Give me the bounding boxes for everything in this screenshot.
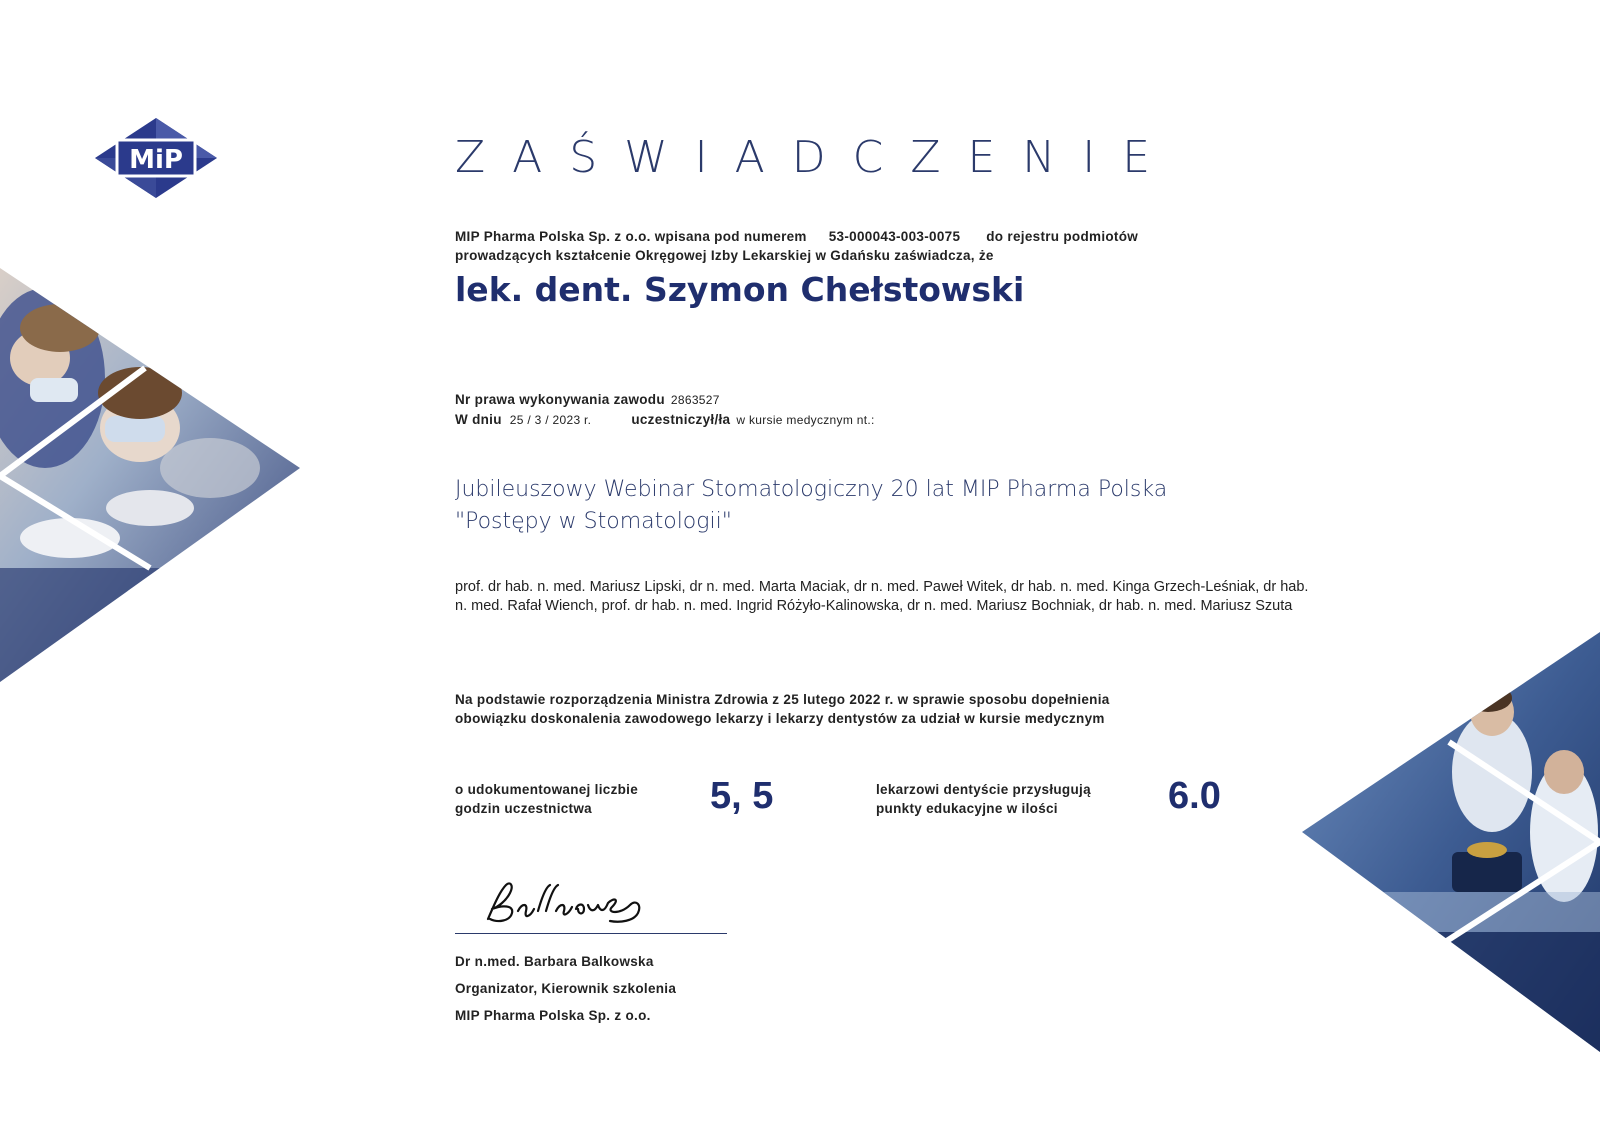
logo-text: MiP [129, 145, 183, 175]
license-label: Nr prawa wykonywania zawodu [455, 392, 665, 407]
signature-line [455, 933, 727, 934]
mip-logo [95, 118, 217, 198]
participant-name: lek. dent. Szymon Chełstowski [455, 270, 1025, 309]
lab-photo-right [1302, 632, 1600, 1052]
signatory-role: Organizator, Kierownik szkolenia [455, 981, 677, 996]
hours-label-line-2: godzin uczestnictwa [455, 801, 592, 816]
intro-line-1 [455, 227, 1138, 246]
signatory-name: Dr n.med. Barbara Balkowska [455, 954, 654, 969]
lecturers-list: prof. dr hab. n. med. Mariusz Lipski, dr n. med. Marta Maciak, dr n. med. Paweł Witek, dr hab. n. med. Kinga Grzech-Leśniak, dr hab. n. med. Rafał Wiench, prof. dr hab. n. med. Ingrid Różyło-Kalinowska, dr n. med. Mariusz Bochniak, dr hab. n. med. Mariusz Szuta [455, 579, 1309, 614]
course-title-line-2: "Postępy w Stomatologii" [455, 509, 732, 534]
date-label: W dniu [455, 412, 502, 427]
intro-line-1-end: do rejestru podmiotów [986, 229, 1139, 244]
license-row [455, 390, 875, 410]
hours-value: 5, 5 [710, 775, 774, 817]
regulation-line-2: obowiązku doskonalenia zawodowego lekarzy i lekarzy dentystów za udział w kursie medycznym [455, 711, 1105, 726]
points-label-line-2: punkty edukacyjne w ilości [876, 801, 1058, 816]
intro-text [455, 227, 1138, 265]
points-value: 6.0 [1168, 775, 1221, 817]
registry-number: 53-000043-003-0075 [828, 229, 961, 244]
points-label [876, 780, 1091, 818]
handwritten-signature [480, 875, 670, 931]
points-label-line-1: lekarzowi dentyście przysługują [876, 782, 1091, 797]
course-title [455, 474, 1167, 538]
participated-label: uczestniczył/ła [631, 412, 731, 427]
certificate-title: ZAŚWIADCZENIE [455, 132, 1177, 183]
hours-label-line-1: o udokumentowanej liczbie [455, 782, 639, 797]
intro-line-1-start: MIP Pharma Polska Sp. z o.o. wpisana pod numerem [455, 229, 807, 244]
license-number: 2863527 [670, 393, 720, 407]
dental-photo-left [0, 268, 300, 682]
license-info [455, 390, 875, 430]
course-title-line-1: Jubileuszowy Webinar Stomatologiczny 20 lat MIP Pharma Polska [455, 477, 1168, 502]
signatory-block [455, 948, 676, 1029]
date-row [455, 410, 875, 430]
course-date: 25 / 3 / 2023 r. [509, 413, 592, 427]
signatory-company: MIP Pharma Polska Sp. z o.o. [455, 1008, 651, 1023]
intro-line-2: prowadzących kształcenie Okręgowej Izby Lekarskiej w Gdańsku zaświadcza, że [455, 248, 994, 263]
regulation-line-1: Na podstawie rozporządzenia Ministra Zdrowia z 25 lutego 2022 r. w sprawie sposobu dopełnienia [455, 692, 1110, 707]
course-intro: w kursie medycznym nt.: [736, 413, 875, 427]
hours-label [455, 780, 638, 818]
regulation-text [455, 690, 1110, 728]
